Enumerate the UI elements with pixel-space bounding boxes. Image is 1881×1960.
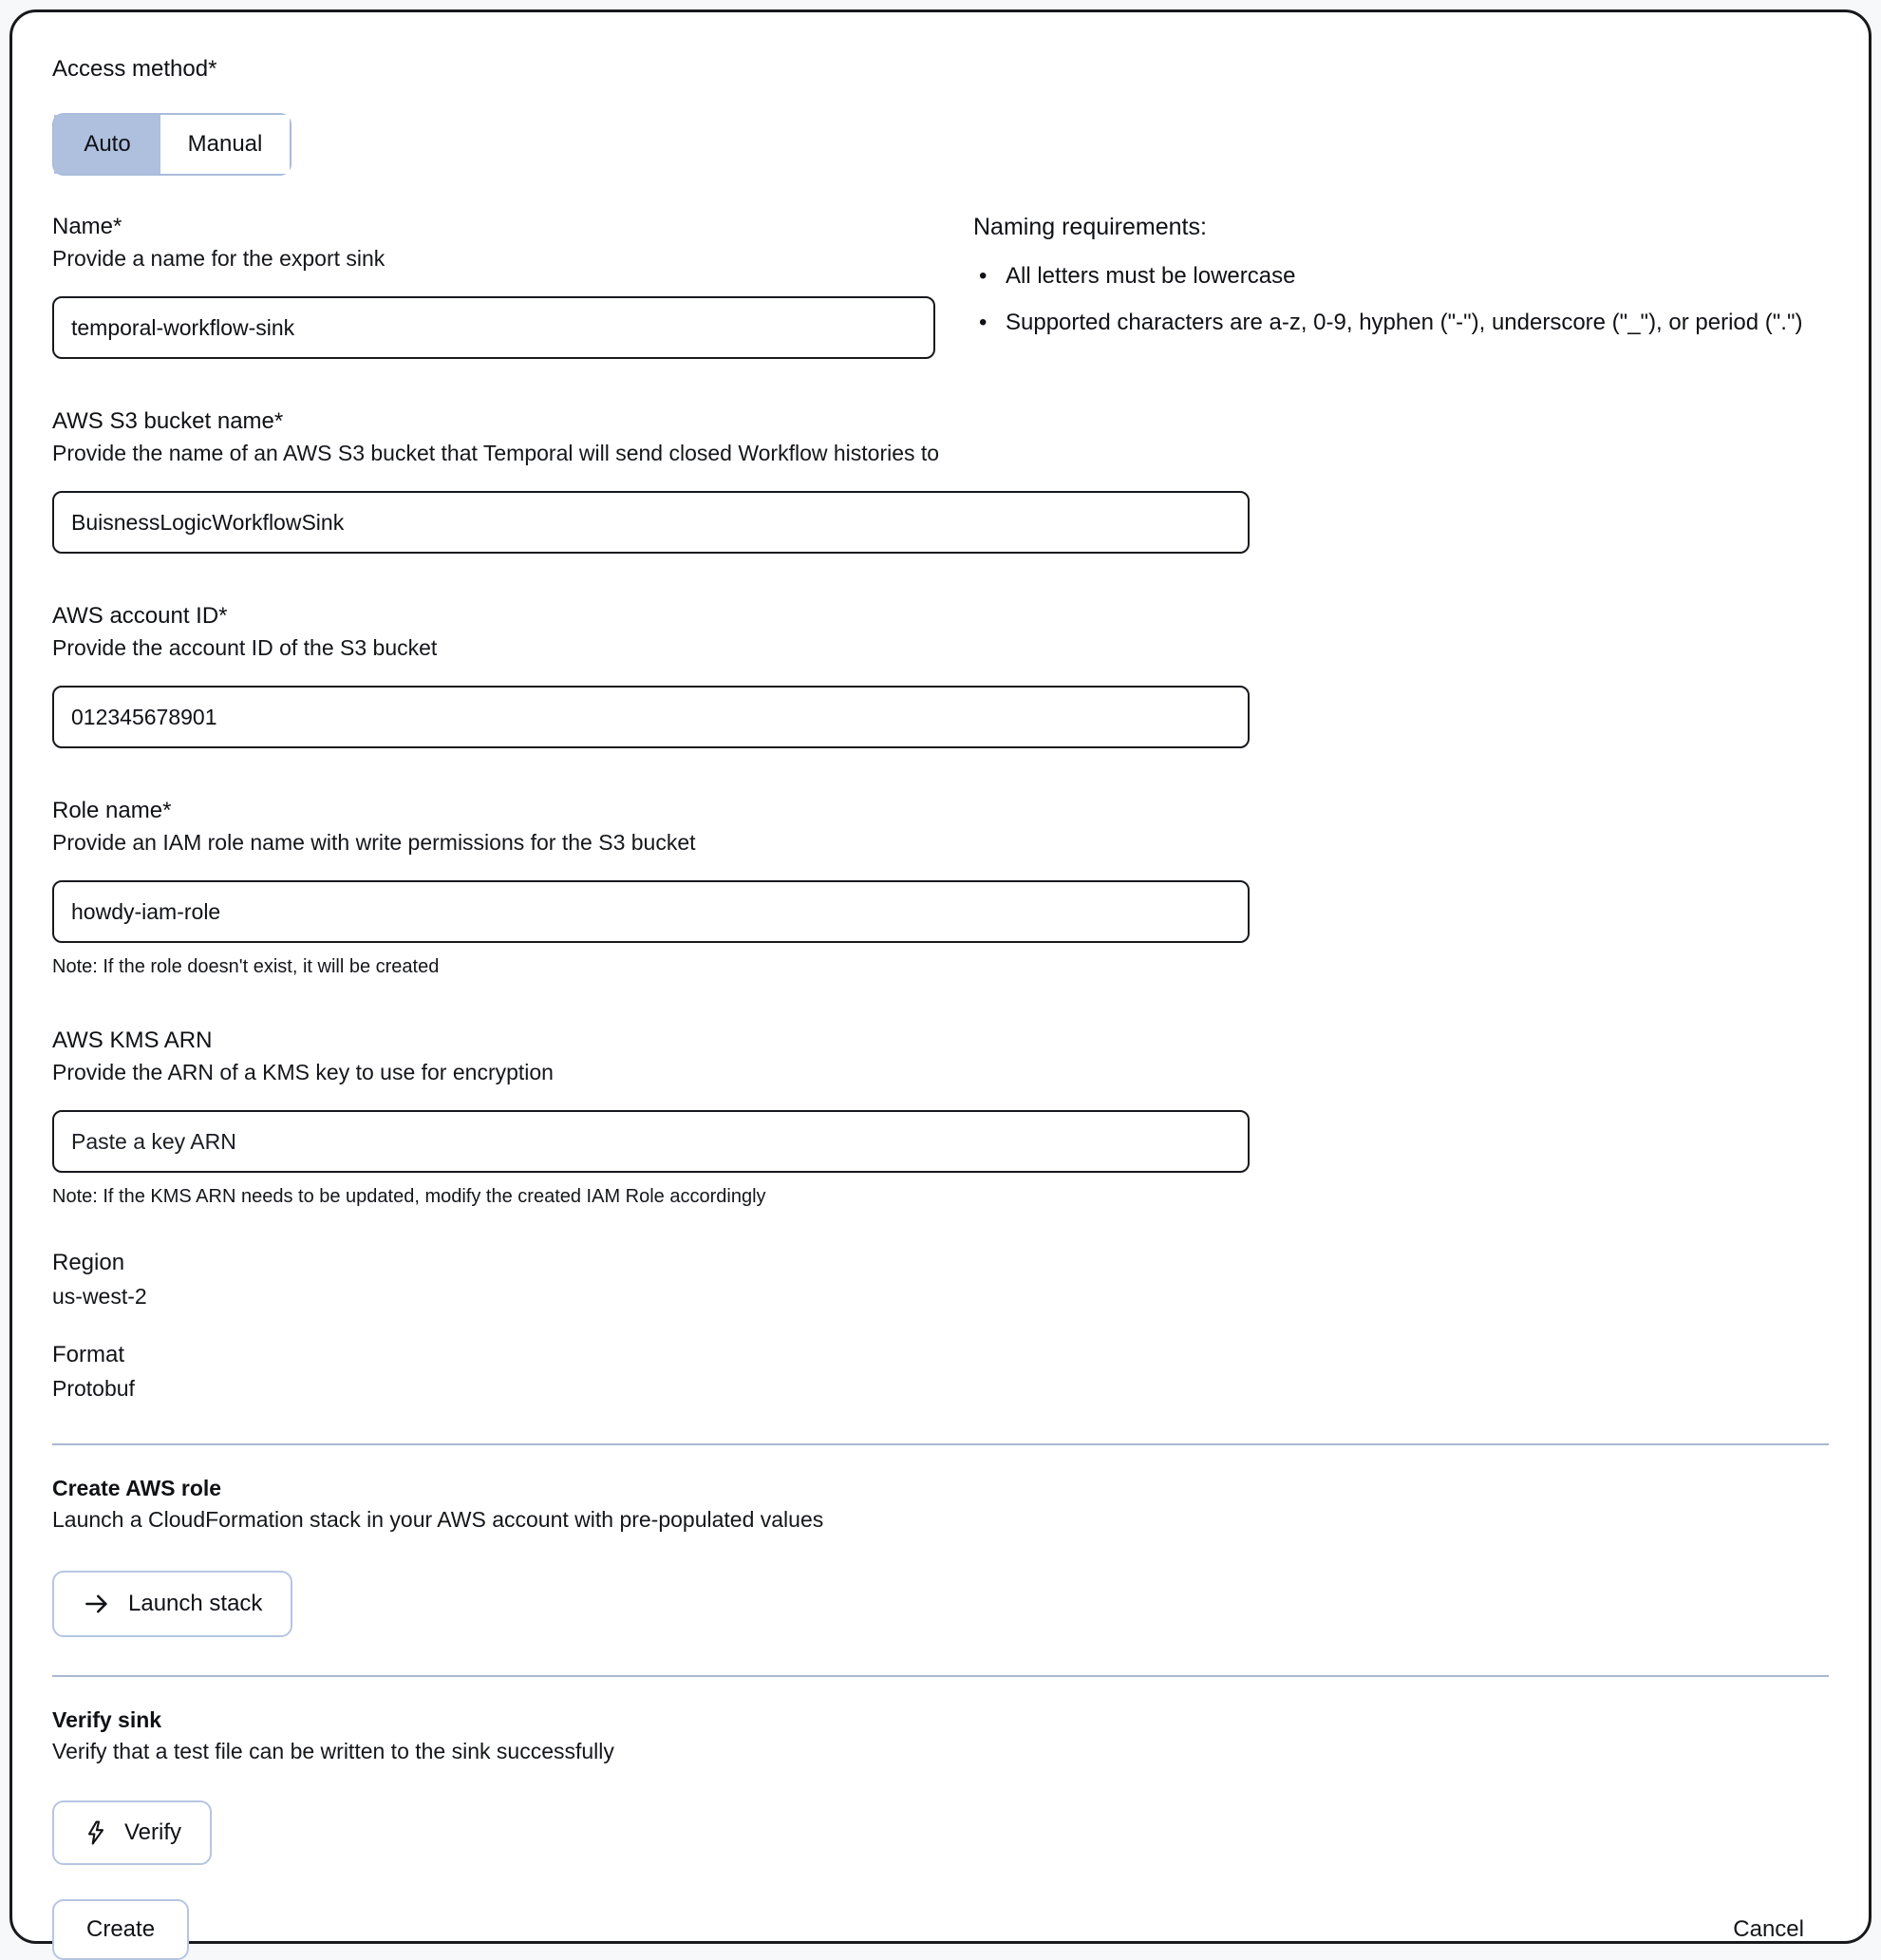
access-method-toggle [52,113,292,176]
access-method-option-manual[interactable]: Manual [160,115,290,174]
account-id-description: Provide the account ID of the S3 bucket [52,635,438,660]
format-readonly-group [52,1342,1829,1402]
export-sink-form-card [9,9,1872,1944]
kms-arn-description: Provide the ARN of a KMS key to use for encryption [52,1060,554,1084]
kms-arn-label: AWS KMS ARN [52,1027,213,1053]
s3-bucket-field-group [52,408,1829,554]
verify-sink-section [52,1707,1829,1865]
name-field-group [52,214,935,359]
role-name-label: Role name* [52,798,172,823]
create-aws-role-description: Launch a CloudFormation stack in your AWS account with pre-populated values [52,1507,824,1532]
account-id-input[interactable] [52,686,1250,748]
cancel-button-label: Cancel [1733,1916,1804,1942]
naming-requirement-text: Supported characters are a-z, 0-9, hyphen ("-"), underscore ("_"), or period (".") [1006,310,1803,336]
lightning-bolt-icon [83,1819,109,1846]
kms-arn-note: Note: If the KMS ARN needs to be updated, modify the created IAM Role accordingly [52,1186,766,1207]
name-description: Provide a name for the export sink [52,246,386,271]
verify-button[interactable] [52,1800,212,1865]
s3-bucket-input[interactable] [52,491,1250,554]
cancel-button[interactable] [1733,1916,1804,1943]
format-label: Format [52,1342,125,1367]
create-aws-role-title: Create AWS role [52,1476,222,1500]
create-aws-role-section [52,1476,1829,1637]
role-name-input[interactable] [52,880,1250,943]
bullet-icon: • [979,263,988,289]
launch-stack-button[interactable] [52,1571,292,1637]
format-value: Protobuf [52,1376,135,1401]
region-value: us-west-2 [52,1284,147,1309]
create-button[interactable] [52,1899,189,1960]
verify-sink-description: Verify that a test file can be written to the sink successfully [52,1739,614,1763]
role-name-note: Note: If the role doesn't exist, it will be created [52,956,440,977]
naming-requirements-list [973,260,1829,338]
section-divider [52,1675,1829,1677]
name-label: Name* [52,214,122,239]
region-label: Region [52,1250,125,1275]
arrow-right-icon [83,1590,111,1618]
bullet-icon: • [979,310,988,336]
role-name-field-group [52,798,1829,978]
kms-arn-input[interactable] [52,1110,1250,1173]
verify-sink-title: Verify sink [52,1707,162,1732]
s3-bucket-label: AWS S3 bucket name* [52,408,284,434]
form-actions [52,1899,1829,1960]
list-item [973,307,1829,338]
naming-requirements-title: Naming requirements: [973,214,1207,240]
role-name-description: Provide an IAM role name with write permissions for the S3 bucket [52,830,696,855]
account-id-field-group [52,603,1829,748]
section-divider [52,1443,1829,1445]
name-input[interactable] [52,296,935,359]
launch-stack-button-label: Launch stack [128,1591,263,1616]
region-readonly-group [52,1250,1829,1310]
access-method-option-auto[interactable]: Auto [54,115,160,174]
name-and-requirements-row [52,214,1829,359]
access-method-label: Access method* [52,56,217,82]
create-button-label: Create [86,1916,156,1942]
verify-button-label: Verify [124,1819,182,1845]
account-id-label: AWS account ID* [52,603,228,629]
naming-requirements [973,214,1829,359]
list-item [973,260,1829,292]
naming-requirement-text: All letters must be lowercase [1006,263,1296,289]
kms-arn-field-group [52,1027,1829,1208]
s3-bucket-description: Provide the name of an AWS S3 bucket that Temporal will send closed Workflow histories to [52,441,940,465]
